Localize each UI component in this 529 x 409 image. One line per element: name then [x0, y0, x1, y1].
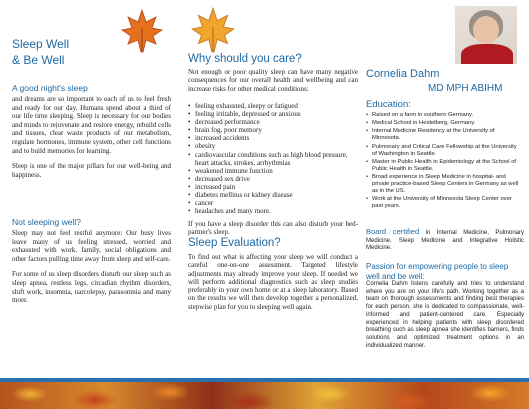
list-item: • Internal Medicine Residency at the University of Minnesota. [366, 128, 522, 142]
list-item: • weakened immune function [188, 167, 358, 175]
bed-partner-note: If you have a sleep disorder this can also disturb your bed-partner's sleep. [188, 220, 358, 237]
list-item: • feeling irritable, depressed or anxious [188, 110, 358, 118]
list-item: • feeling exhausted, sleepy or fatigued [188, 102, 358, 110]
list-item: • Work at the University of Minnesota Sleep Center over past years. [366, 196, 522, 210]
board-certification [366, 228, 524, 253]
list-item: • decreased performance [188, 118, 358, 126]
passion-text: Cornelia Dahm listens carefully and tries to understand where you are on your life's path. Working together as a team on thorough assessments and finding best therapies for each person, she is dedicated to compassionate, well-informed and patient-centered care. Especially experienced in helping patients with sleep disordered breathing such as sleep apnea she identifies barriers, finds solutions and optimized treatment options in an individualized manner. [366, 281, 524, 349]
sleep-disorders-paragraph: For some of us sleep disorders disturb our sleep such as sleep apnea, restless legs, circadian rhythm disorders, shift work, insomnia, narcolepsy, parasomnia and many more. [12, 270, 171, 305]
doctor-credentials: MD MPH ABIHM [428, 83, 503, 94]
list-item: • brain fog, poor memory [188, 126, 358, 134]
education-heading: Education: [366, 99, 411, 110]
list-item: • increased accidents [188, 134, 358, 142]
list-item: • headaches and many more. [188, 207, 358, 215]
good-sleep-section [12, 83, 171, 179]
not-sleeping-section [12, 217, 171, 305]
education-list [366, 112, 522, 211]
list-item: • increased pain [188, 183, 358, 191]
list-item: • cancer [188, 199, 358, 207]
board-certified-text: in Internal Medicine, Pulmonary Medicine, Sleep Medicine and Integrative Holistic Medicine. [366, 230, 525, 252]
list-item: • Broad experience in Sleep Medicine in hospital- and private practice-based Sleep Centers in Germany as well as in the US. [366, 174, 522, 195]
doctor-portrait [455, 6, 517, 64]
autumn-leaves-banner [0, 378, 529, 409]
brochure-title: Sleep Well & Be Well [12, 37, 70, 67]
autumn-leaves-image [0, 382, 529, 409]
pillars-paragraph: Sleep is one of the major pillars for our well-being and happiness. [12, 162, 171, 179]
why-care-intro: Not enough or poor quality sleep can have many negative consequences for our overall health and wellbeing and can increase risks for other medical conditions: [188, 68, 358, 93]
good-sleep-heading: A good night's sleep [12, 83, 88, 93]
maple-leaf-icon [190, 6, 236, 54]
list-item: • Pulmonary and Critical Care Fellowship at the University of Washington in Seattle. [366, 144, 522, 158]
conditions-list [188, 102, 358, 215]
why-care-heading: Why should you care? [188, 53, 302, 65]
list-item: • diabetes mellitus or kidney disease [188, 191, 358, 199]
board-certified-label: Board certified [366, 227, 420, 236]
list-item: • Master in Public Health in Epidemiology at the School of Public Health in Seattle. [366, 159, 522, 173]
list-item: • decreased sex drive [188, 175, 358, 183]
doctor-name: Cornelia Dahm [366, 68, 440, 80]
sleep-evaluation-heading: Sleep Evaluation? [188, 237, 281, 249]
list-item: • obesity [188, 142, 358, 150]
maple-leaf-icon [120, 8, 164, 54]
list-item: • cardiovascular conditions such as high blood pressure, heart attacks, strokes, arrhythmias [188, 151, 358, 167]
sleep-evaluation-text: To find out what is affecting your sleep we will conduct a careful one-on-one assessment. Targeted lifestyle adjustments may already improve your sleep. If needed we will perform additional diagnostics such as sleep studies preferably in your own home or at a sleep laboratory. Based on the results we will then develop together a personalized, stepwise plan for you to sleeping well again. [188, 253, 358, 311]
passion-heading: Passion for empowering people to sleep well and be well: [366, 262, 509, 281]
list-item: • Raised on a farm in southern Germany. [366, 112, 522, 119]
not-sleeping-paragraph: Sleep may not feel restful anymore: Our busy lives leave many of us feeling stressed, worried and exhausted with work, family, social obligations and other factors pulling time away from sleep and self-care. [12, 229, 171, 263]
good-sleep-paragraph: and dreams are so important to each of us to feel fresh and ready for our day. Humans spend about a third of our life time sleeping. Sleep is necessary for our bodies and minds to rejuvenate and restore energy, rebuild cells and tissues, clear waste products of our metabolism, regulate hormones, immune system, other cell functions and to build memories for learning. [12, 95, 171, 155]
not-sleeping-heading: Not sleeping well? [12, 217, 81, 227]
list-item: • Medical School in Heidelberg, Germany. [366, 120, 522, 127]
